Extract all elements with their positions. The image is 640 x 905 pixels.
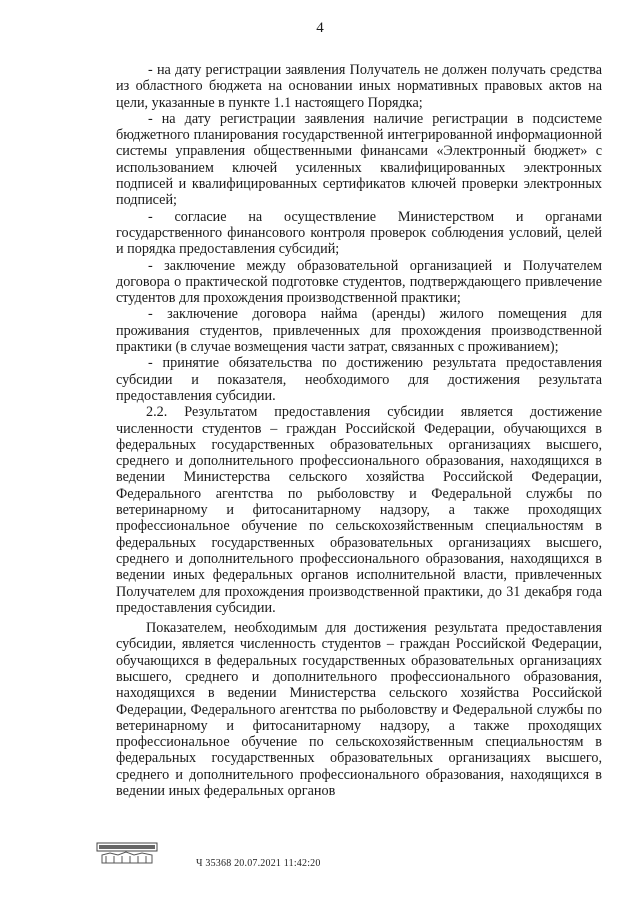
paragraph-indicator: Показателем, необходимым для достижения результата предоставления субсидии, является численность студентов – граждан Российской Федерации, обучающихся в федеральных государственных образовательных организациях высшего, среднего и дополнительного профессионального образования, находящихся в ведении Министерства сельского хозяйства Российской Федерации, Федерального агентства по рыболовству и Федеральной службы по ветеринарному и фитосанитарному надзору, а также проходящих профессиональное обучение по сельскохозяйственным специальностям в федеральных государственных образовательных организациях высшего, среднего и дополнительного профессионального образования, находящихся в ведении иных федеральных органов [116, 620, 602, 800]
paragraph-result: 2.2. Результатом предоставления субсидии является достижение численности студентов – граждан Российской Федерации, обучающихся в федеральных государственных образовательных организациях высшего, среднего и дополнительного профессионального образования, находящихся в ведении Министерства сельского хозяйства Российской Федерации, Федерального агентства по рыболовству и Федеральной службы по ветеринарному и фитосанитарному надзору, а также проходящих профессиональное обучение по сельскохозяйственным специальностям в федеральных государственных образовательных организациях высшего, среднего и дополнительного профессионального образования, находящихся в ведении иных федеральных органов исполнительной власти, привлеченных Получателем для прохождения производственной практики, до 31 декабря года предоставления субсидии. [116, 404, 602, 616]
paragraph-1: - на дату регистрации заявления Получатель не должен получать средства из областного бюджета на основании иных нормативных правовых актов на цели, указанные в пункте 1.1 настоящего Порядка; [116, 62, 602, 111]
paragraph-4: - заключение между образовательной организацией и Получателем договора о практической подготовке студентов, подтверждающего привлечение студентов для прохождения производственной практики; [116, 257, 602, 307]
page-number: 4 [316, 20, 324, 36]
document-footer [96, 842, 396, 872]
registration-stamp-text: Ч 35368 20.07.2021 11:42:20 [196, 858, 321, 869]
paragraph-3: - согласие на осуществление Министерством и органами государственного финансового контроля проверок соблюдения условий, целей и порядка предоставления субсидий; [116, 208, 602, 258]
paragraph-6: - принятие обязательства по достижению результата предоставления субсидии и показателя, необходимого для достижения результата предоставления субсидии. [116, 355, 602, 404]
document-body [116, 62, 602, 799]
paragraph-2: - на дату регистрации заявления наличие регистрации в подсистеме бюджетного планирования государственной интегрированной информационной системы управления общественными финансами «Электронный бюджет» с использованием ключей усиленных квалифицированных электронных подписей и квалифицированных сертификатов ключей проверки электронных подписей; [116, 110, 602, 209]
paragraph-5: - заключение договора найма (аренды) жилого помещения для проживания студентов, привлеченных для прохождения производственной практики (в случае возмещения части затрат, связанных с проживанием); [116, 306, 602, 356]
registry-stamp-icon [96, 842, 158, 864]
